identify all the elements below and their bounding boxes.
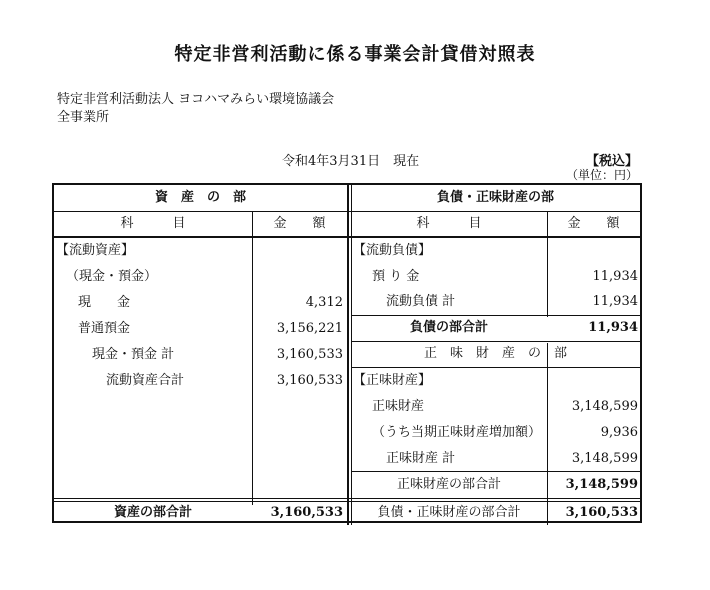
liab-row-label: 【流動負債】	[353, 243, 432, 258]
net-row-label: （うち当期正味財産増加額）	[372, 425, 542, 440]
assets-row-label: 現金・預金 計	[92, 347, 175, 362]
net-row-label: 正味財産	[372, 399, 425, 414]
grand-total-amount: 3,160,533	[565, 505, 638, 520]
assets-row-amount: 3,156,221	[276, 321, 343, 336]
liab-subtotal-amount: 11,934	[588, 320, 638, 335]
tax-note: 【税込】	[585, 154, 638, 169]
assets-total-amount: 3,160,533	[270, 505, 343, 520]
grand-total-label: 負債・正味財産の部合計	[377, 505, 521, 520]
liab-section-title: 負債・正味財産の部	[436, 190, 554, 205]
assets-col-item: 科 目	[120, 216, 186, 231]
assets-row-amount: 4,312	[305, 295, 343, 310]
net-total-label: 正味財産の部合計	[396, 477, 501, 492]
assets-row-label: 現 金	[78, 295, 131, 310]
assets-row-label: （現金・預金）	[66, 269, 158, 284]
net-total-amount: 3,148,599	[565, 477, 638, 492]
report-date: 令和4年3月31日 現在	[282, 154, 420, 169]
liab-row-label: 流動負債 計	[386, 294, 456, 309]
assets-row-amount: 3,160,533	[276, 347, 343, 362]
balance-sheet-table	[52, 183, 642, 523]
net-row-label: 正味財産 計	[386, 451, 456, 466]
net-row-amount: 3,148,599	[571, 399, 638, 414]
organization-name: 特定非営利活動法人 ヨコハマみらい環境協議会	[57, 92, 335, 107]
page-title: 特定非営利活動に係る事業会計貸借対照表	[174, 44, 536, 65]
assets-row-label: 【流動資産】	[56, 243, 135, 258]
assets-section-title: 資 産 の 部	[154, 190, 246, 205]
unit-note: （単位：円）	[565, 168, 638, 182]
liab-subtotal-label: 負債の部合計	[409, 320, 488, 335]
total-line-1	[54, 498, 640, 499]
net-row-amount: 9,936	[600, 425, 638, 440]
office-name: 全事業所	[57, 110, 110, 125]
assets-row-amount: 3,160,533	[276, 373, 343, 388]
liab-row-amount: 11,934	[592, 294, 638, 309]
center-divider	[347, 183, 349, 525]
assets-row-label: 流動資産合計	[106, 373, 185, 388]
liab-row-label: 預 り 金	[372, 269, 420, 284]
liab-col-item: 科 目	[416, 216, 482, 231]
assets-total-label: 資産の部合計	[113, 505, 192, 520]
assets-col-amount: 金 額	[273, 216, 326, 231]
net-row-label: 【正味財産】	[353, 373, 432, 388]
net-assets-title: 正 味 財 産 の 部	[423, 346, 567, 361]
liab-col-amount: 金 額	[567, 216, 620, 231]
assets-row-label: 普通預金	[78, 321, 131, 336]
liab-row-amount: 11,934	[592, 269, 638, 284]
net-row-amount: 3,148,599	[571, 451, 638, 466]
